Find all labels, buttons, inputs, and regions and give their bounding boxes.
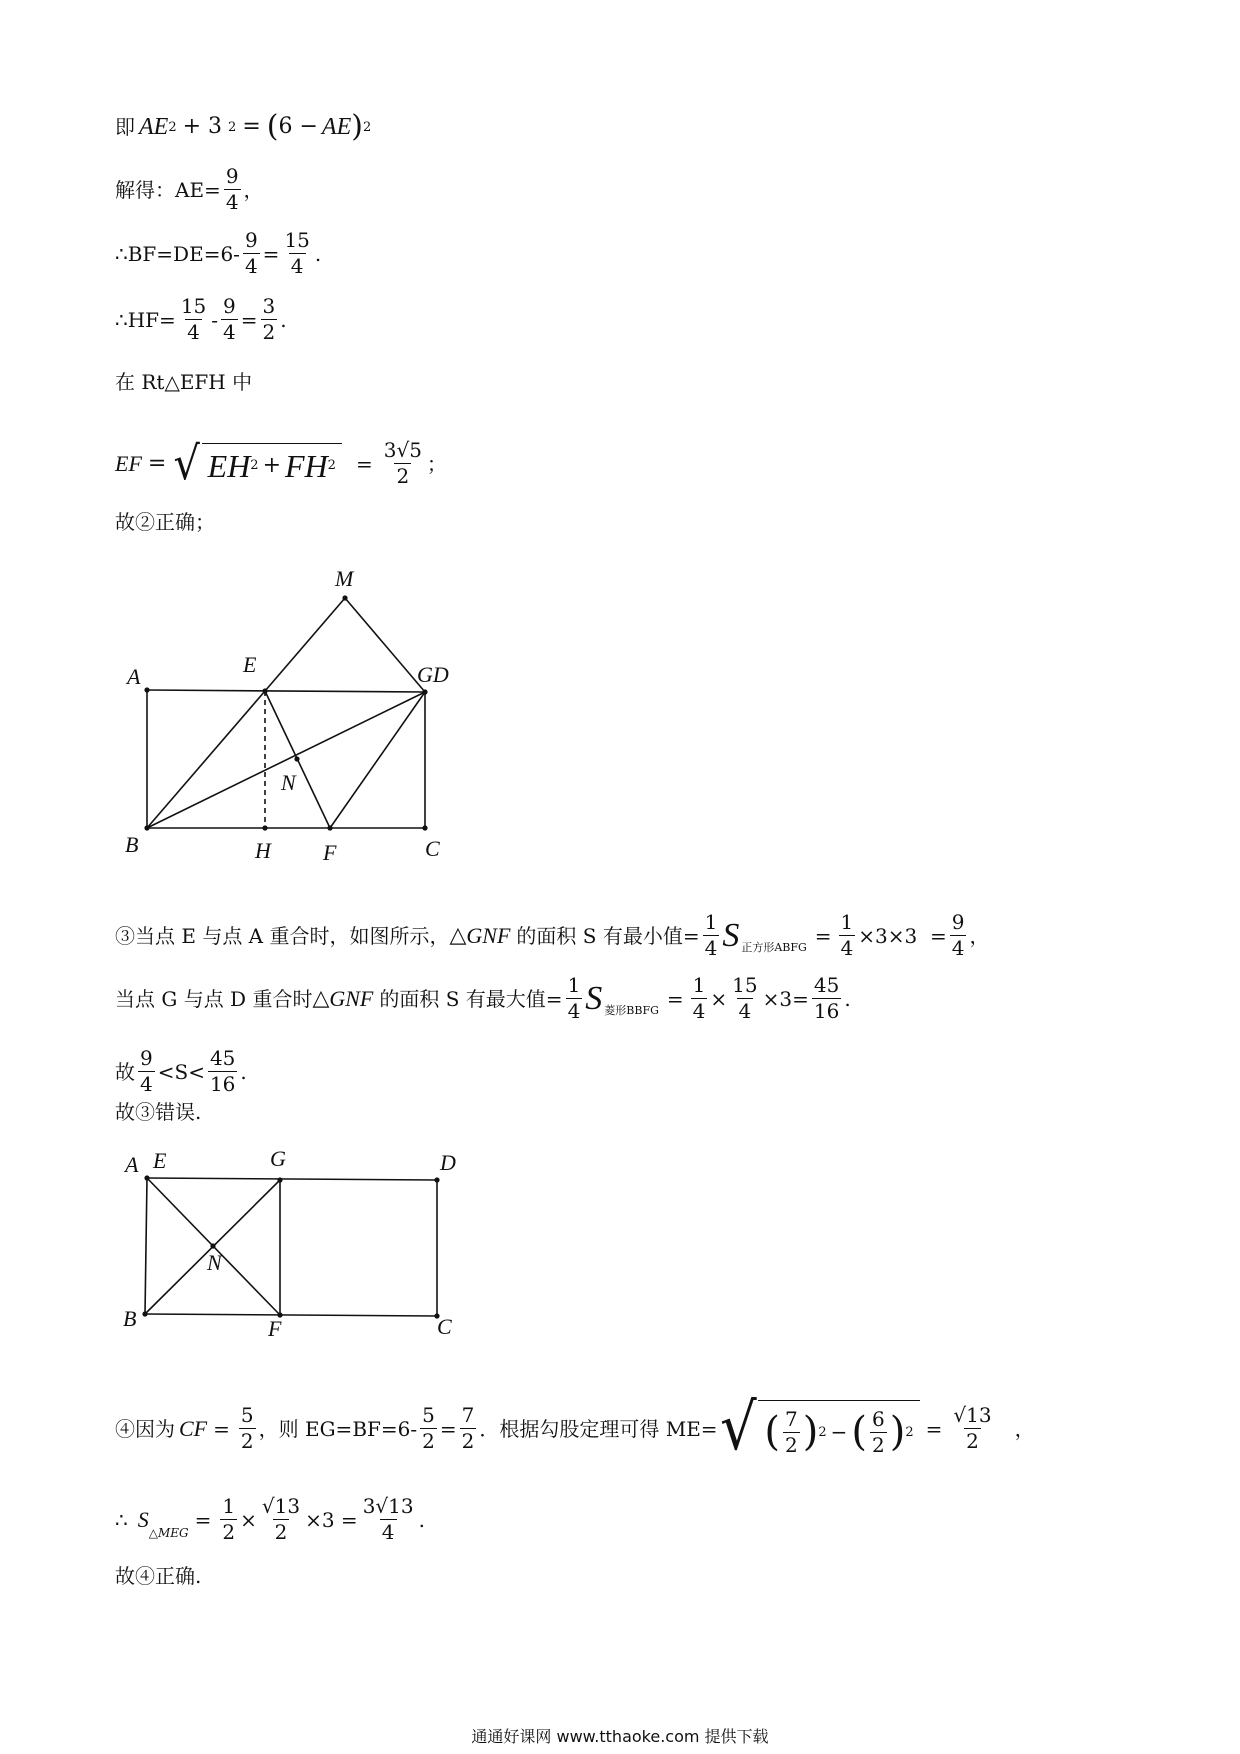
text: ∴ [115,1507,128,1532]
equation-line-12: ④因为 CF = $\frac{5}{2}$ ，则 EG=BF=6- $\frac{5}{2}$ = $\frac{7}{2}$ ．根据勾股定理可得 ME= √ ( $\frac{7}{2}$ ) 2 − ( $\frac{6}{2}$ ) 2 = $\frac{√13}{2}$ ， [115,1391,1035,1465]
label-GD: GD [417,662,449,687]
text: ．根据勾股定理可得 ME= [479,1416,718,1441]
text: 故③错误. [115,1100,202,1124]
label-D: D [440,1150,456,1175]
figure-rectangle-2 [115,1138,515,1348]
label-H: H [255,838,271,863]
text: ④因为 [115,1416,175,1441]
text: 故④正确. [115,1564,202,1588]
label-A: A [127,664,141,689]
text: ③当点 E 与点 A 重合时，如图所示， [115,923,450,948]
label-F: F [323,840,337,865]
label-B: B [125,832,139,857]
text: 在 Rt△EFH 中 [115,370,253,394]
label-C: C [437,1314,452,1339]
text: ∴BF=DE=6- [115,241,240,266]
equation-line-9: 当点 G 与点 D 重合时 △ GNF 的面积 S 有最大值= $\frac{1}{4}$ S 菱形BBFG = $\frac{1}{4}$ × $\frac{15}{4}$ ×3= $\frac{45}{16}$ . [115,973,851,1023]
text: 当点 G 与点 D 重合时 [115,986,313,1011]
label-A: A [125,1152,139,1177]
label-N: N [207,1250,222,1275]
label-E: E [153,1148,167,1173]
text: ，则 EG=BF=6- [258,1416,418,1441]
text: 即 [115,115,135,139]
equation-line-13: ∴ S △MEG = $\frac{1}{2}$ × $\frac{√13}{2}$ ×3 = $\frac{3√13}{4}$ . [115,1494,425,1544]
text: 解得：AE= [115,177,221,202]
text-line-14 [115,1566,201,1586]
equation-line-1: 即 AE 2 + 3 2 = ( 6 − AE ) 2 [115,109,372,144]
subscript: 正方形ABFG [741,941,807,954]
text: ∴HF= [115,307,176,332]
footer-watermark: 通通好课网 www.tthaoke.com 提供下载 [471,1727,769,1746]
text: 故②正确； [115,510,215,534]
text-line-5 [115,372,252,392]
label-E: E [243,652,257,677]
label-M: M [335,566,354,591]
equation-line-3: ∴BF=DE=6- $\frac{9}{4}$ = $\frac{15}{4}$ . [115,228,322,278]
text: 的面积 S 有最大值= [379,986,563,1011]
subscript: 菱形BBFG [604,1004,659,1017]
label-C: C [425,836,440,861]
text: 故 [115,1059,135,1084]
equation-line-10: 故 $\frac{9}{4}$ <S< $\frac{45}{16}$ . [115,1046,247,1096]
label-N: N [281,770,296,795]
label-G: G [270,1146,286,1171]
label-B: B [123,1306,137,1331]
text-line-11 [115,1102,201,1122]
equation-line-8: ③当点 E 与点 A 重合时，如图所示， △ GNF 的面积 S 有最小值= $\frac{1}{4}$ S 正方形ABFG = $\frac{1}{4}$ ×3×3 = $\frac{9}{4}$ ， [115,910,990,960]
label-F: F [268,1316,282,1341]
equation-line-4: ∴HF= $\frac{15}{4}$ - $\frac{9}{4}$ = $\frac{3}{2}$ . [115,294,287,344]
equation-line-6: EF = √ EH 2 + FH 2 = $\frac{3√5}{2}$ ； [115,435,447,490]
text-line-7 [115,512,215,532]
equation-line-2: 解得：AE= $\frac{9}{4}$ ， [115,164,264,214]
figure-rectangle-1 [115,560,515,870]
text: 的面积 S 有最小值= [516,923,700,948]
